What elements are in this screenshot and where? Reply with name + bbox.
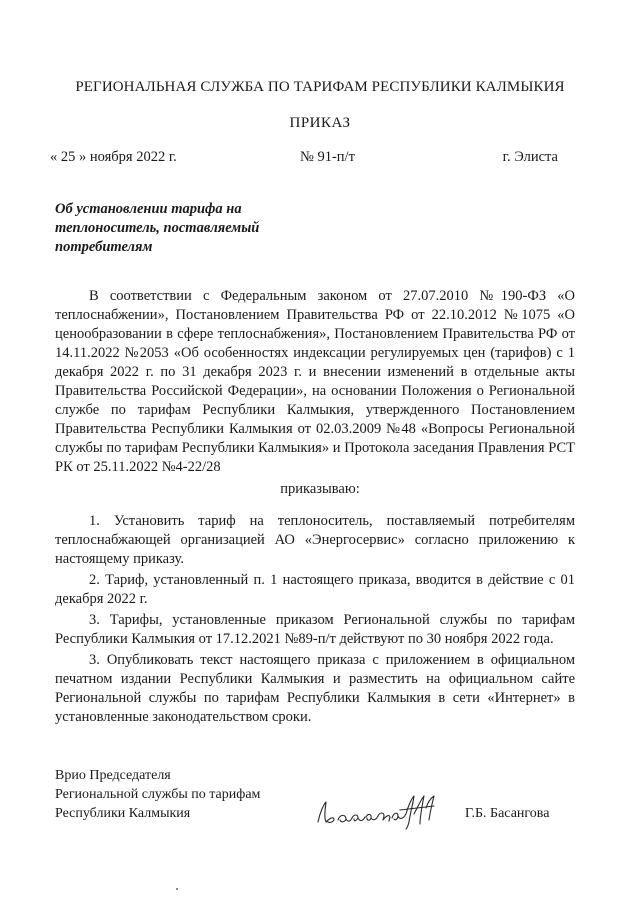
- signatory-title-line: Республики Калмыкия: [55, 806, 191, 821]
- order-item: 1. Установить тариф на теплоноситель, поставляемый потребителям теплоснабжающей организацией АО «Энергосервис» согласно приложению к настоящему приказу.: [55, 513, 575, 567]
- subject-line: потребителям: [55, 239, 153, 255]
- signatory-title-line: Региональной службы по тарифам: [55, 787, 261, 802]
- order-item: 2. Тариф, установленный п. 1 настоящего приказа, вводится в действие с 01 декабря 2022 г.: [55, 572, 575, 607]
- order-subject: [55, 200, 285, 257]
- signatory-title-line: Врио Председателя: [55, 768, 171, 783]
- subject-line: теплоноситель, поставляемый: [55, 220, 260, 236]
- handwritten-signature: [310, 790, 450, 832]
- scan-speck: [176, 888, 178, 890]
- order-number: № 91-п/т: [300, 149, 355, 165]
- document-type-title: ПРИКАЗ: [289, 115, 351, 131]
- order-date: « 25 » ноября 2022 г.: [50, 149, 177, 165]
- signatory-name: Г.Б. Басангова: [465, 806, 550, 821]
- organization-header: РЕГИОНАЛЬНАЯ СЛУЖБА ПО ТАРИФАМ РЕСПУБЛИКИ КАЛМЫКИЯ: [75, 79, 565, 95]
- order-city: г. Элиста: [502, 149, 558, 165]
- order-items-list: [55, 512, 575, 729]
- order-item: 3. Тарифы, установленные приказом Региональной службы по тарифам Республики Калмыкия от 17.12.2021 №89-п/т действуют по 30 ноября 2022 года.: [55, 612, 575, 647]
- signature-block: [55, 766, 575, 836]
- subject-line: Об установлении тарифа на: [55, 201, 242, 217]
- preamble-paragraph: В соответствии с Федеральным законом от 27.07.2010 №190-ФЗ «О теплоснабжении», Постановлением Правительства РФ от 22.10.2012 №1075 «О ценообразовании в сфере теплоснабжения», Постановлением Правительства РФ от 14.11.2022 №2053 «Об особенностях индексации регулируемых цен (тарифов) с 1 декабря 2022 г. по 31 декабря 2023 г. и внесении изменений в отдельные акты Правительства Российской Федерации», на основании Положения о Региональной службе по тарифам Республики Калмыкия, утвержденного Постановлением Правительства Республики Калмыкия от 02.03.2009 №48 «Вопросы Региональной службы по тарифам Республики Калмыкия» и Протокола заседания Правления РСТ РК от 25.11.2022 №4-22/28: [55, 288, 575, 475]
- order-item: 3. Опубликовать текст настоящего приказа с приложением в официальном печатном издании Республики Калмыкия и разместить на официальном сайте Региональной службы по тарифам Республики Калмыкия в сети «Интернет» в установленные законодательством сроки.: [55, 652, 575, 725]
- order-directive: приказываю:: [280, 481, 360, 497]
